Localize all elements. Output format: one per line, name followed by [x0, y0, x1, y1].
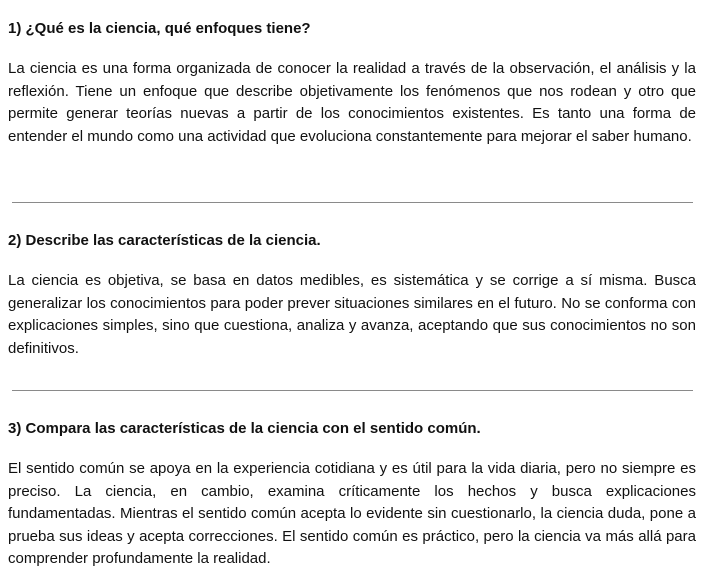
section-3-body: El sentido común se apoya en la experiencia cotidiana y es útil para la vida diaria, pero no siempre es preciso. La ciencia, en cambio, examina críticamente los hechos y busca explicaciones fundamentadas. Mientras el sentido común acepta lo evidente sin cuestionarlo, la ciencia duda, pone a prueba sus ideas y acepta correcciones. El sentido común es práctico, pero la ciencia va más allá para comprender profundamente la realidad.: [8, 460, 696, 567]
divider-2: [12, 390, 693, 391]
section-2-heading: 2) Describe las características de la ciencia.: [8, 232, 321, 249]
section-1-heading: 1) ¿Qué es la ciencia, qué enfoques tiene?: [8, 20, 311, 37]
section-3: [8, 420, 696, 571]
section-1-body: La ciencia es una forma organizada de conocer la realidad a través de la observación, el análisis y la reflexión. Tiene un enfoque que describe objetivamente los fenómenos que nos rodean y otro que permite generar teorías nuevas a partir de los conocimientos existentes. Es tanto una forma de entender el mundo como una actividad que evoluciona constantemente para mejorar el saber humano.: [8, 60, 696, 145]
section-2-body: La ciencia es objetiva, se basa en datos medibles, es sistemática y se corrige a sí misma. Busca generalizar los conocimientos para poder prever situaciones similares en el futuro. No se conforma con explicaciones simples, sino que cuestiona, analiza y avanza, aceptando que sus conocimientos no son definitivos.: [8, 272, 696, 357]
section-3-heading: 3) Compara las características de la ciencia con el sentido común.: [8, 420, 481, 437]
section-2: [8, 232, 696, 360]
divider-1: [12, 202, 693, 203]
section-1: [8, 20, 696, 148]
